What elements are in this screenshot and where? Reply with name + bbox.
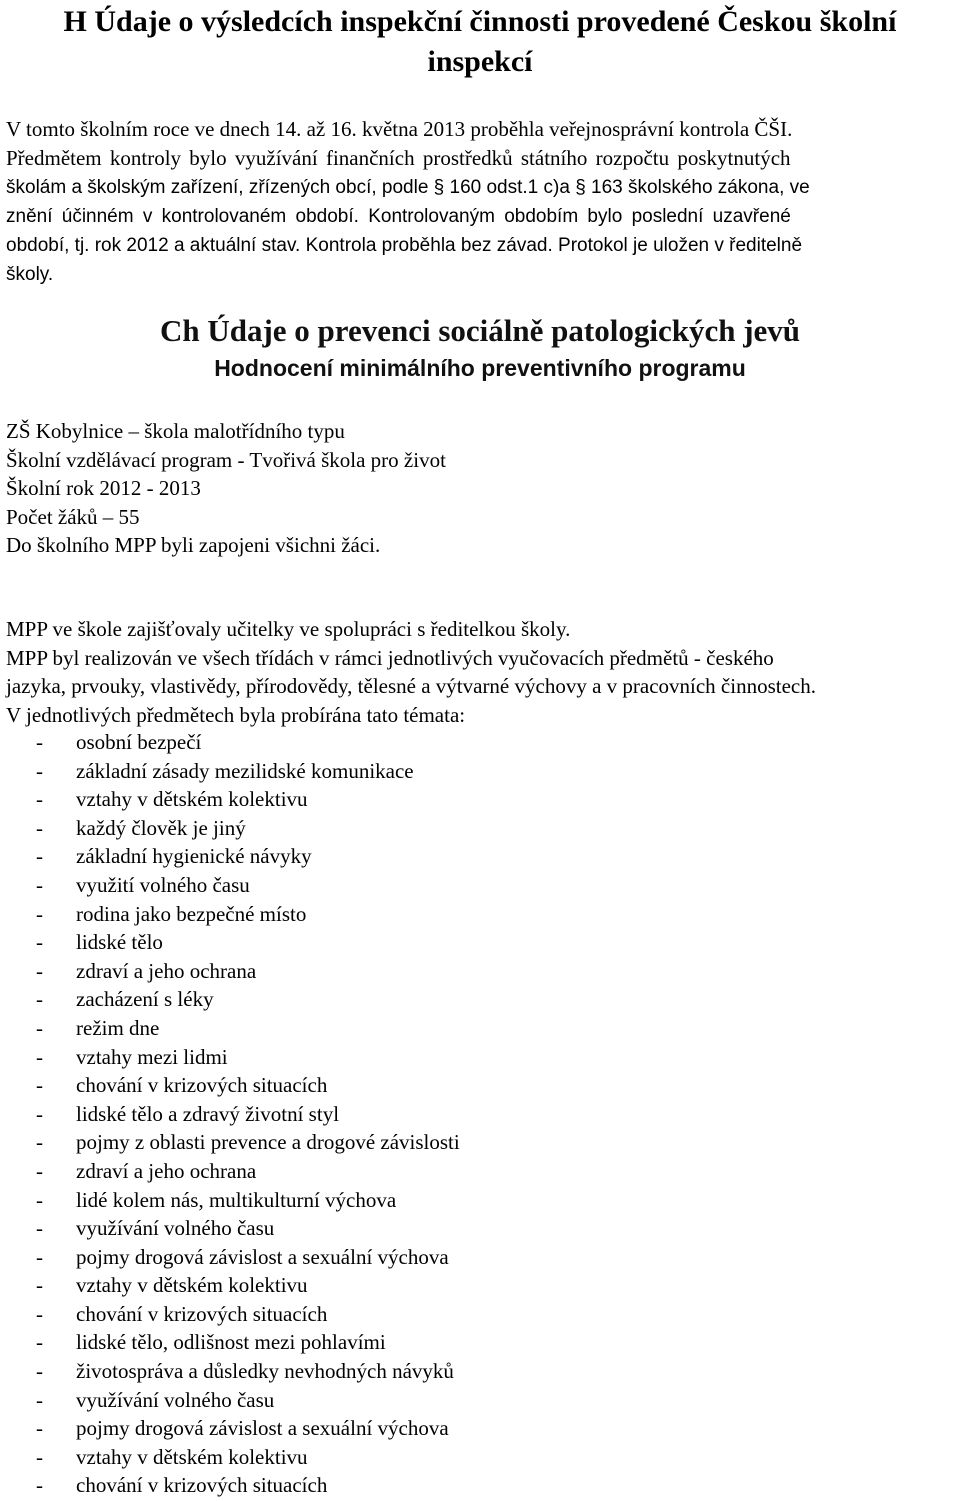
dash-bullet: -	[36, 1244, 43, 1269]
topic-list-item	[36, 900, 936, 929]
dash-bullet: -	[36, 901, 43, 926]
topics-list	[36, 728, 936, 1500]
topic-list-item	[36, 1443, 936, 1472]
topic-text: vztahy mezi lidmi	[76, 1044, 228, 1069]
dash-bullet: -	[36, 1158, 43, 1183]
section-h-heading-line-1: H Údaje o výsledcích inspekční činnosti provedené Českou školní	[63, 5, 897, 38]
topic-text: chování v krizových situacích	[76, 1073, 328, 1098]
topic-text: osobní bezpečí	[76, 730, 202, 754]
dash-bullet: -	[36, 1130, 43, 1155]
topic-list-item	[36, 1386, 936, 1415]
topic-text: zacházení s léky	[76, 987, 214, 1012]
mpp-line: jazyka, prvouky, vlastivědy, přírodovědy, tělesné a výtvarné výchovy a v pracovních činnostech.	[6, 674, 816, 699]
dash-bullet: -	[36, 1273, 43, 1298]
topic-text: lidé kolem nás, multikulturní výchova	[76, 1187, 397, 1212]
dash-bullet: -	[36, 872, 43, 897]
mpp-line: MPP byl realizován ve všech třídách v rámci jednotlivých vyučovacích předmětů - českého	[6, 645, 774, 670]
topic-list-item	[36, 1128, 936, 1157]
school-info-line: ZŠ Kobylnice – škola malotřídního typu	[6, 419, 345, 443]
topic-text: režim dne	[76, 1015, 160, 1040]
topic-text: lidské tělo	[76, 930, 163, 955]
dash-bullet: -	[36, 1359, 43, 1384]
topic-list-item	[36, 871, 936, 900]
inspection-line: V tomto školním roce ve dnech 14. až 16. května 2013 proběhla veřejnosprávní kontrola ČŠI.	[6, 117, 793, 141]
topic-list-item	[36, 785, 936, 814]
dash-bullet: -	[36, 758, 43, 783]
topic-list-item	[36, 728, 936, 757]
topic-text: vztahy v dětském kolektivu	[76, 1444, 308, 1469]
inspection-line: školám a školským zařízení, zřízených obcí, podle § 160 odst.1 c)a § 163 školského zákona, ve	[6, 177, 810, 198]
topic-list-item	[36, 985, 936, 1014]
topic-list-item	[36, 1357, 936, 1386]
dash-bullet: -	[36, 1101, 43, 1126]
school-info-line: Počet žáků – 55	[6, 504, 140, 529]
topic-list-item	[36, 1414, 936, 1443]
topic-list-item	[36, 1071, 936, 1100]
dash-bullet: -	[36, 1387, 43, 1412]
school-info-line: Školní vzdělávací program - Tvořivá škola pro život	[6, 447, 446, 472]
topic-list-item	[36, 957, 936, 986]
mpp-line: MPP ve škole zajišťovaly učitelky ve spolupráci s ředitelkou školy.	[6, 617, 571, 641]
topic-text: rodina jako bezpečné místo	[76, 901, 307, 926]
topic-text: využívání volného času	[76, 1216, 275, 1241]
topic-list-item	[36, 1043, 936, 1072]
dash-bullet: -	[36, 958, 43, 983]
topic-list-item	[36, 757, 936, 786]
inspection-line: znění účinném v kontrolovaném období. Kontrolovaným obdobím bylo poslední uzavřené	[6, 206, 791, 227]
topic-text: zdraví a jeho ochrana	[76, 958, 257, 983]
dash-bullet: -	[36, 1301, 43, 1326]
topic-text: každý člověk je jiný	[76, 815, 246, 840]
dash-bullet: -	[36, 1015, 43, 1040]
topic-text: základní hygienické návyky	[76, 844, 312, 869]
topic-text: základní zásady mezilidské komunikace	[76, 758, 414, 783]
dash-bullet: -	[36, 987, 43, 1012]
topic-text: chování v krizových situacích	[76, 1301, 328, 1326]
dash-bullet: -	[36, 1473, 43, 1498]
dash-bullet: -	[36, 1187, 43, 1212]
dash-bullet: -	[36, 787, 43, 812]
topic-list-item	[36, 1271, 936, 1300]
school-info-line: Školní rok 2012 - 2013	[6, 476, 201, 501]
dash-bullet: -	[36, 1044, 43, 1069]
topic-list-item	[36, 1243, 936, 1272]
topic-list-item	[36, 1186, 936, 1215]
school-info-line: Do školního MPP byli zapojeni všichni žáci.	[6, 533, 381, 558]
topic-list-item	[36, 814, 936, 843]
mpp-line: V jednotlivých předmětech byla probírána tato témata:	[6, 702, 466, 727]
dash-bullet: -	[36, 815, 43, 840]
topic-text: lidské tělo, odlišnost mezi pohlavími	[76, 1330, 386, 1355]
inspection-line: Předmětem kontroly bylo využívání finančních prostředků státního rozpočtu poskytnutých	[6, 146, 791, 170]
dash-bullet: -	[36, 930, 43, 955]
section-h-heading-line-2: inspekcí	[427, 45, 533, 78]
topic-text: pojmy drogová závislost a sexuální výchova	[76, 1244, 449, 1269]
topic-text: chování v krizových situacích	[76, 1473, 328, 1498]
topic-text: pojmy drogová závislost a sexuální výchova	[76, 1416, 449, 1441]
dash-bullet: -	[36, 730, 43, 754]
topic-text: vztahy v dětském kolektivu	[76, 787, 308, 812]
dash-bullet: -	[36, 1216, 43, 1241]
topic-list-item	[36, 1100, 936, 1129]
topic-text: využití volného času	[76, 872, 250, 897]
dash-bullet: -	[36, 1416, 43, 1441]
section-ch-subheading: Hodnocení minimálního preventivního programu	[214, 355, 746, 381]
topic-list-item	[36, 1014, 936, 1043]
dash-bullet: -	[36, 844, 43, 869]
inspection-line: školy.	[6, 264, 54, 285]
topic-list-item	[36, 1157, 936, 1186]
dash-bullet: -	[36, 1330, 43, 1355]
topic-list-item	[36, 1328, 936, 1357]
dash-bullet: -	[36, 1444, 43, 1469]
topic-list-item	[36, 1471, 936, 1500]
topic-text: zdraví a jeho ochrana	[76, 1158, 257, 1183]
inspection-paragraph	[6, 115, 956, 289]
section-ch-heading: Ch Údaje o prevenci sociálně patologických jevů	[159, 313, 801, 348]
topic-text: vztahy v dětském kolektivu	[76, 1273, 308, 1298]
inspection-line: období, tj. rok 2012 a aktuální stav. Kontrola proběhla bez závad. Protokol je uložen v ředitelně	[6, 235, 803, 256]
topic-list-item	[36, 928, 936, 957]
topic-list-item	[36, 1300, 936, 1329]
section-h-heading	[0, 2, 960, 82]
dash-bullet: -	[36, 1073, 43, 1098]
topic-list-item	[36, 842, 936, 871]
topic-text: pojmy z oblasti prevence a drogové závislosti	[76, 1130, 460, 1155]
topic-text: životospráva a důsledky nevhodných návyků	[76, 1359, 454, 1384]
mpp-paragraph	[6, 615, 954, 729]
topic-text: lidské tělo a zdravý životní styl	[76, 1101, 340, 1126]
topic-list-item	[36, 1214, 936, 1243]
school-info-block	[6, 417, 946, 560]
topic-text: využívání volného času	[76, 1387, 275, 1412]
